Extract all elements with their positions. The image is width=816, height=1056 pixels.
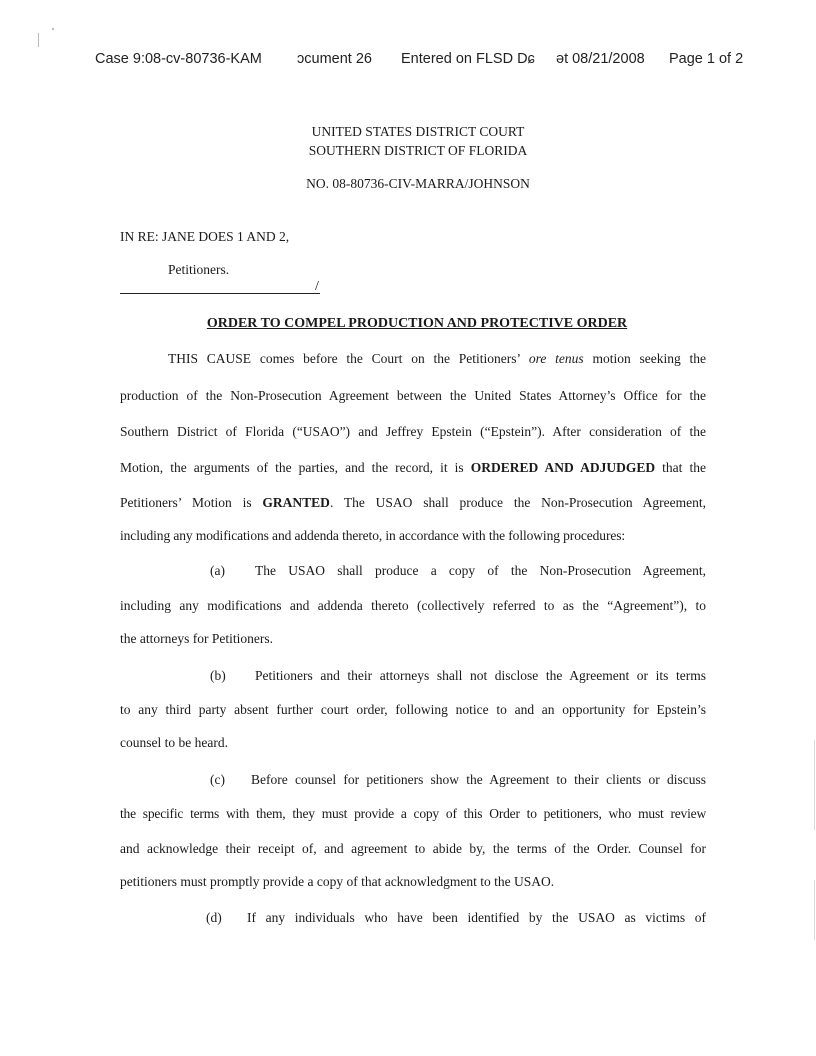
header-page: Page 1 of 2 — [669, 51, 744, 67]
order-title: ORDER TO COMPEL PRODUCTION AND PROTECTIVE ORDER — [206, 316, 628, 331]
header-case-number: Case 9:08-cv-80736-KAM — [95, 51, 262, 67]
header-date: ət 08/21/2008 — [556, 51, 645, 67]
case-number: NO. 08-80736-CIV-MARRA/JOHNSON — [306, 176, 530, 191]
court-district: SOUTHERN DISTRICT OF FLORIDA — [308, 143, 528, 158]
item-a-line3: the attorneys for Petitioners. — [120, 631, 273, 646]
scan-edge-mark — [814, 880, 815, 940]
item-c-label: (c) — [210, 772, 225, 787]
para1-line2: production of the Non-Prosecution Agreement between the United States Attorney’s Office for the — [120, 388, 706, 403]
caption-petitioners: Petitioners. — [168, 262, 230, 277]
scan-edge-mark — [814, 740, 815, 830]
caption-in-re: IN RE: JANE DOES 1 AND 2, — [120, 229, 290, 244]
item-c-line3: and acknowledge their receipt of, and agreement to abide by, the terms of the Order. Counsel for — [120, 841, 706, 856]
scan-speck — [52, 28, 54, 30]
item-a-line2: including any modifications and addenda thereto (collectively referred to as the “Agreement”), to — [120, 598, 706, 613]
item-d-line1: If any individuals who have been identified by the USAO as victims of — [247, 910, 706, 925]
court-name: UNITED STATES DISTRICT COURT — [311, 124, 525, 139]
para1-line1: THIS CAUSE comes before the Court on the Petitioners’ ore tenus motion seeking the — [168, 351, 707, 366]
caption-rule — [120, 293, 320, 294]
header-document-number: ɔcument 26 — [297, 51, 372, 67]
item-b-line2: to any third party absent further court order, following notice to and an opportunity for Epstein’s — [120, 702, 706, 717]
item-b-line3: counsel to be heard. — [120, 735, 228, 750]
item-c-line1: Before counsel for petitioners show the Agreement to their clients or discuss — [251, 772, 706, 787]
item-b-label: (b) — [210, 668, 226, 683]
para1-line3: Southern District of Florida (“USAO”) and Jeffrey Epstein (“Epstein”). After consideration of the — [120, 424, 706, 439]
item-a-label: (a) — [210, 563, 225, 578]
item-b-line1: Petitioners and their attorneys shall not disclose the Agreement or its terms — [255, 668, 706, 683]
item-d-label: (d) — [206, 910, 222, 925]
item-c-line2: the specific terms with them, they must provide a copy of this Order to petitioners, who must review — [120, 806, 706, 821]
para1-line4: Motion, the arguments of the parties, and the record, it is ORDERED AND ADJUDGED that the — [120, 460, 706, 475]
item-a-line1: The USAO shall produce a copy of the Non-Prosecution Agreement, — [255, 563, 706, 578]
item-c-line4: petitioners must promptly provide a copy of that acknowledgment to the USAO. — [120, 874, 555, 889]
para1-line5: Petitioners’ Motion is GRANTED. The USAO shall produce the Non-Prosecution Agreement, — [120, 495, 707, 510]
header-entered: Entered on FLSD Dɕ — [401, 51, 535, 67]
para1-line6: including any modifications and addenda thereto, in accordance with the following procedures: — [120, 528, 626, 543]
caption-slash: / — [315, 279, 319, 294]
scan-speck — [38, 33, 39, 47]
